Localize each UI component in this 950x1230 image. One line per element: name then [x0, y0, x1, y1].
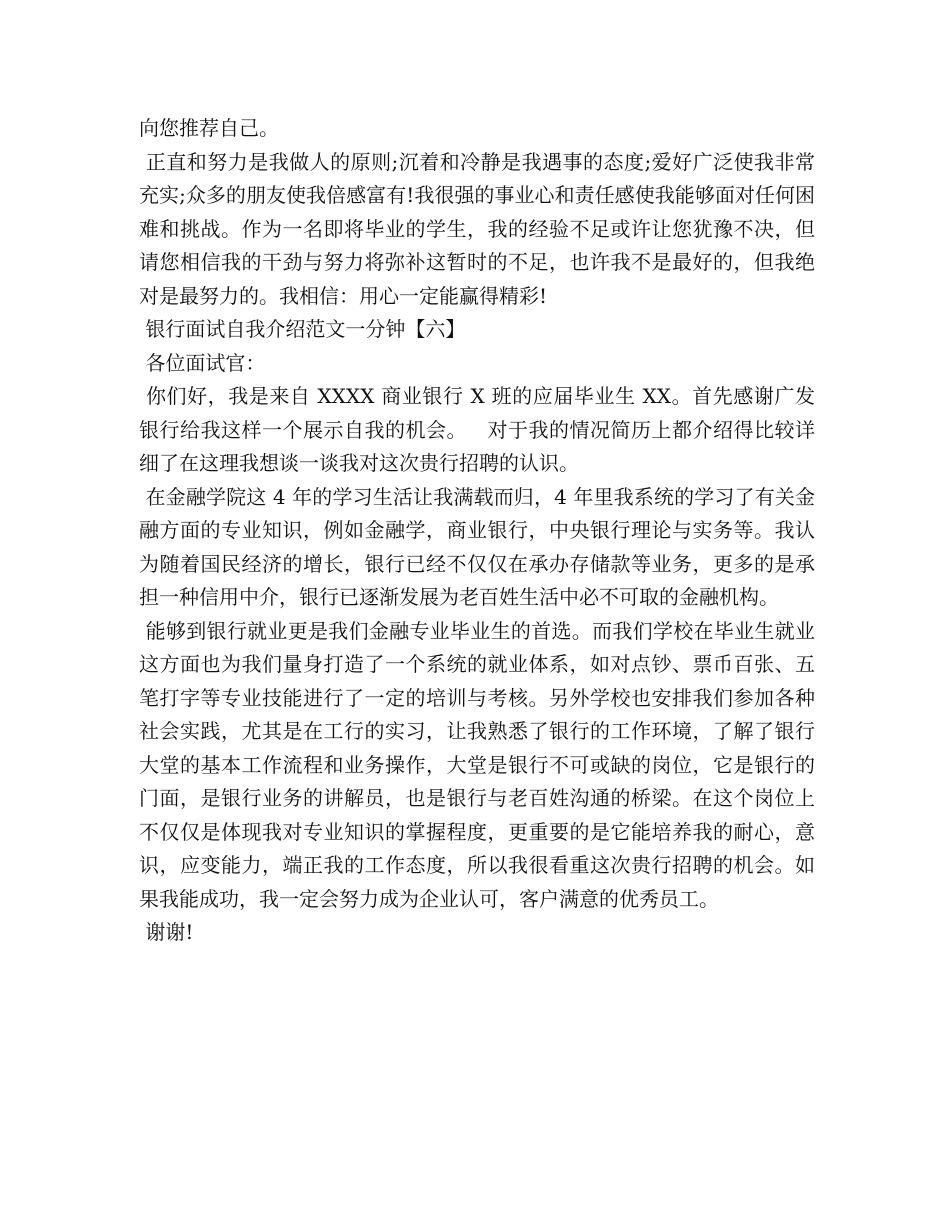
- paragraph-career: 能够到银行就业更是我们金融专业毕业生的首选。而我们学校在毕业生就业这方面也为我们量身打造了一个系统的就业体系，如对点钞、票币百张、五笔打字等专业技能进行了一定的培训与考核。另外学校也安排我们参加各种社会实践，尤其是在工行的实习，让我熟悉了银行的工作环境，了解了银行大堂的基本工作流程和业务操作，大堂是银行不可或缺的岗位，它是银行的门面，是银行业务的讲解员，也是银行与老百姓沟通的桥梁。在这个岗位上不仅仅是体现我对专业知识的掌握程度，更重要的是它能培养我的耐心，意识，应变能力，端正我的工作态度，所以我很看重这次贵行招聘的机会。如果我能成功，我一定会努力成为企业认可，客户满意的优秀员工。: [139, 618, 816, 911]
- closing-thanks: 谢谢!: [139, 920, 194, 944]
- paragraph-intro-end: 向您推荐自己。: [139, 116, 279, 140]
- paragraph-greeting: 你们好，我是来自 XXXX 商业银行 X 班的应届毕业生 XX。首先感谢广发银行给我这样一个展示自我的机会。 对于我的情况简历上都介绍得比较详细了在这理我想谈一谈我对这次贵行招聘的认识。: [139, 384, 815, 475]
- section-heading: 银行面试自我介绍范文一分钟【六】: [139, 317, 466, 341]
- paragraph-principles: 正直和努力是我做人的原则;沉着和冷静是我遇事的态度;爱好广泛使我非常充实;众多的朋友使我倍感富有!我很强的事业心和责任感使我能够面对任何困难和挑战。作为一名即将毕业的学生，我的经验不足或许让您犹豫不决，但请您相信我的干劲与努力将弥补这暂时的不足，也许我不是最好的，但我绝对是最努力的。我相信：用心一定能赢得精彩!: [139, 149, 816, 308]
- paragraph-education: 在金融学院这 4 年的学习生活让我满载而归，4 年里我系统的学习了有关金融方面的专业知识，例如金融学，商业银行，中央银行理论与实务等。我认为随着国民经济的增长，银行已经不仅仅在承办存储款等业务，更多的是承担一种信用中介，银行已逐渐发展为老百姓生活中必不可取的金融机构。: [139, 484, 815, 609]
- salutation: 各位面试官：: [139, 350, 266, 375]
- document-body: [139, 112, 815, 950]
